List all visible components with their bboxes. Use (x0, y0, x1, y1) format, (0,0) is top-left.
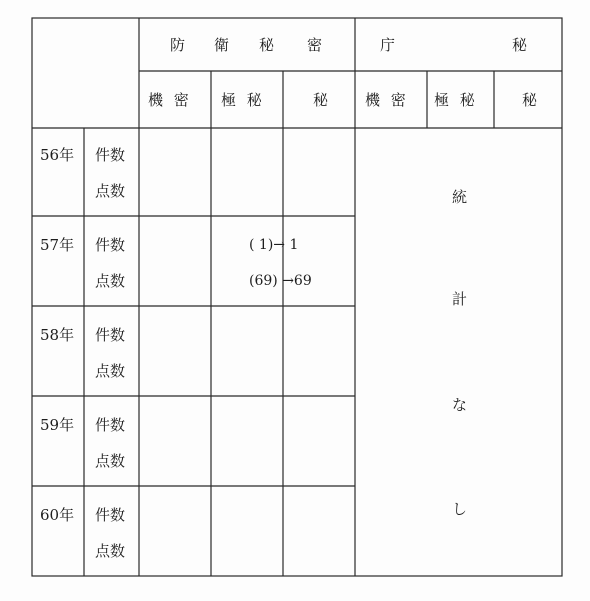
agency-note-char-4: し (452, 500, 468, 518)
year-label-59: 59年 (40, 416, 75, 434)
subheader-defense-hi: 秘 (313, 91, 329, 109)
agency-note-char-2: 計 (452, 290, 468, 308)
year-label-58: 58年 (40, 326, 75, 344)
year-label-60: 60年 (40, 506, 75, 524)
agency-note-char-1: 統 (452, 188, 468, 206)
row-label-count: 件数 (95, 146, 126, 164)
subheader-agency-kimitsu: 機 密 (365, 91, 406, 109)
subheader-agency-gokuhi: 極 秘 (434, 91, 475, 109)
cell-57-points-top-secret: (69) →69 (249, 273, 312, 289)
row-label-points: 点数 (95, 542, 126, 560)
agency-note-char-3: な (452, 396, 468, 414)
subheader-defense-gokuhi: 極 秘 (221, 91, 262, 109)
year-label-56: 56年 (40, 146, 75, 164)
row-label-points: 点数 (95, 182, 126, 200)
subheader-agency-hi: 秘 (522, 91, 538, 109)
header-defense-char-1: 防 (170, 36, 186, 54)
header-defense-char-4: 密 (307, 36, 323, 54)
header-defense-char-2: 衛 (214, 36, 230, 54)
row-label-points: 点数 (95, 452, 126, 470)
header-agency-char-2: 秘 (512, 36, 528, 54)
row-label-count: 件数 (95, 416, 126, 434)
header-defense-char-3: 秘 (259, 36, 275, 54)
row-label-count: 件数 (95, 506, 126, 524)
subheader-defense-kimitsu: 機 密 (148, 91, 189, 109)
row-label-count: 件数 (95, 236, 126, 254)
header-agency-char-1: 庁 (380, 36, 396, 54)
year-label-57: 57年 (40, 236, 75, 254)
row-label-points: 点数 (95, 362, 126, 380)
cell-57-count-top-secret: ( 1)→ 1 (249, 237, 299, 253)
row-label-count: 件数 (95, 326, 126, 344)
row-label-points: 点数 (95, 272, 126, 290)
